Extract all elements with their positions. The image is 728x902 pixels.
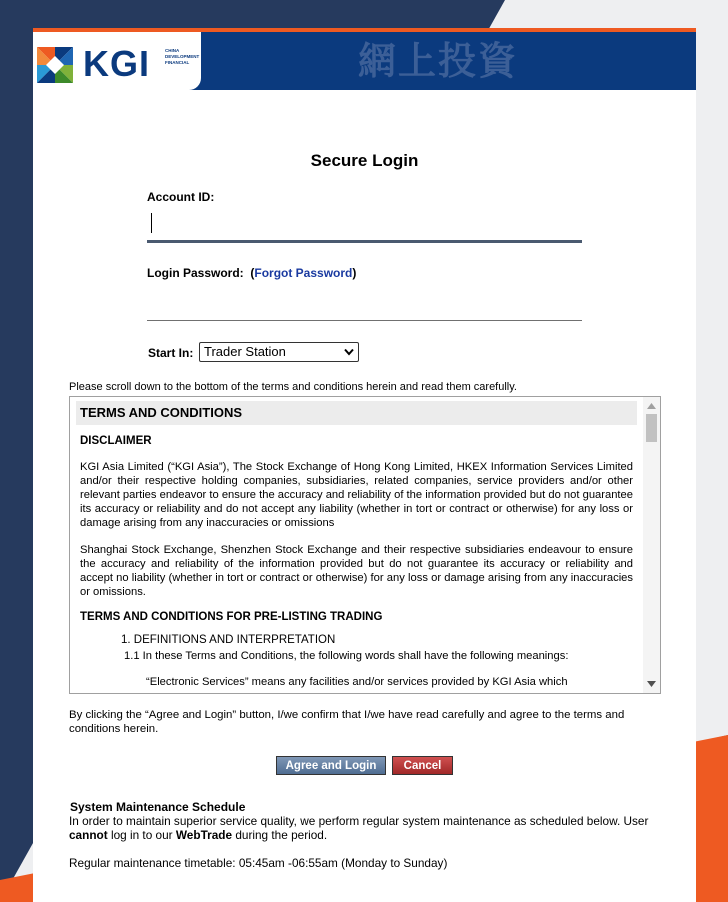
forgot-open-paren: ( <box>250 266 255 280</box>
maintenance-timetable: Regular maintenance timetable: 05:45am -06:55am (Monday to Sunday) <box>69 856 448 870</box>
scroll-thumb[interactable] <box>646 414 657 442</box>
header-title: 網上投資 <box>358 41 519 83</box>
maintenance-text-b: log in to our <box>107 828 176 842</box>
terms-content <box>76 401 637 688</box>
account-id-input[interactable] <box>147 210 582 243</box>
login-card <box>33 28 696 902</box>
logo <box>33 32 201 90</box>
maintenance-title: System Maintenance Schedule <box>70 800 246 814</box>
maintenance-webtrade: WebTrade <box>175 828 233 842</box>
start-in-selected: Trader Station <box>204 344 286 359</box>
agree-and-login-button[interactable]: Agree and Login <box>276 756 386 775</box>
disclaimer-paragraph-2: Shanghai Stock Exchange, Shenzhen Stock Exchange and their respective subsidiaries endeavour to ensure the accuracy and reliability of the information provided but do not guarantee its accuracy or reliability and accept no liability (whether in tort or contract or otherwise) for any loss or damage arising from any inaccuracies or omissions. <box>80 544 633 598</box>
chevron-down-icon <box>344 348 354 356</box>
forgot-password-link[interactable]: Forgot Password <box>254 266 353 280</box>
header-bar <box>33 32 696 90</box>
maintenance-cannot: cannot <box>69 828 108 842</box>
logo-text: KGI <box>83 43 151 84</box>
terms-scrollbar[interactable] <box>643 397 660 693</box>
definitions-heading: 1. DEFINITIONS AND INTERPRETATION <box>121 634 336 646</box>
password-label: Login Password: <box>147 266 244 280</box>
account-id-label: Account ID: <box>147 190 215 204</box>
terms-heading: TERMS AND CONDITIONS <box>76 401 637 425</box>
disclaimer-paragraph-1: KGI Asia Limited (“KGI Asia”), The Stock Exchange of Hong Kong Limited, HKEX Information Services Limited and/or their respective holding companies, subsidiaries, related companies, service providers and/or other relevant parties endeavor to ensure the accuracy and reliability of the information provided but do not guarantee its accuracy or reliability and do not accept any liability (whether in tort or contract or otherwise) for any loss or damage arising from any inaccuracies or omissions <box>80 461 633 529</box>
maintenance-text-c: during the period. <box>232 828 328 842</box>
maintenance-text-a: In order to maintain superior service quality, we perform regular system maintenance as scheduled below. User <box>69 814 649 828</box>
agree-note: By clicking the “Agree and Login” button, I/we confirm that I/we have read carefully and agree to the terms and conditions herein. <box>69 709 625 735</box>
start-in-select[interactable] <box>199 342 359 362</box>
kgi-logo-icon <box>37 47 73 83</box>
maintenance-text <box>69 814 669 842</box>
password-label-row <box>147 266 356 280</box>
electronic-services-definition: “Electronic Services” means any facilities and/or services provided by KGI Asia which <box>146 676 568 688</box>
definitions-clause: 1.1 In these Terms and Conditions, the following words shall have the following meanings: <box>124 650 569 662</box>
forgot-close-paren: ) <box>352 266 357 280</box>
pre-listing-heading: TERMS AND CONDITIONS FOR PRE-LISTING TRADING <box>80 611 383 623</box>
disclaimer-heading: DISCLAIMER <box>80 435 152 447</box>
cancel-button[interactable]: Cancel <box>392 756 453 775</box>
page-title: Secure Login <box>310 151 419 170</box>
password-input[interactable] <box>147 290 582 321</box>
terms-box[interactable] <box>69 396 661 694</box>
scroll-down-icon[interactable] <box>647 681 656 687</box>
scroll-note: Please scroll down to the bottom of the terms and conditions herein and read them carefully. <box>69 381 517 393</box>
start-in-label: Start In: <box>148 346 194 360</box>
scroll-up-icon[interactable] <box>647 403 656 409</box>
logo-subtitle: CHINA DEVELOPMENT FINANCIAL <box>165 48 200 65</box>
text-caret <box>151 213 152 233</box>
